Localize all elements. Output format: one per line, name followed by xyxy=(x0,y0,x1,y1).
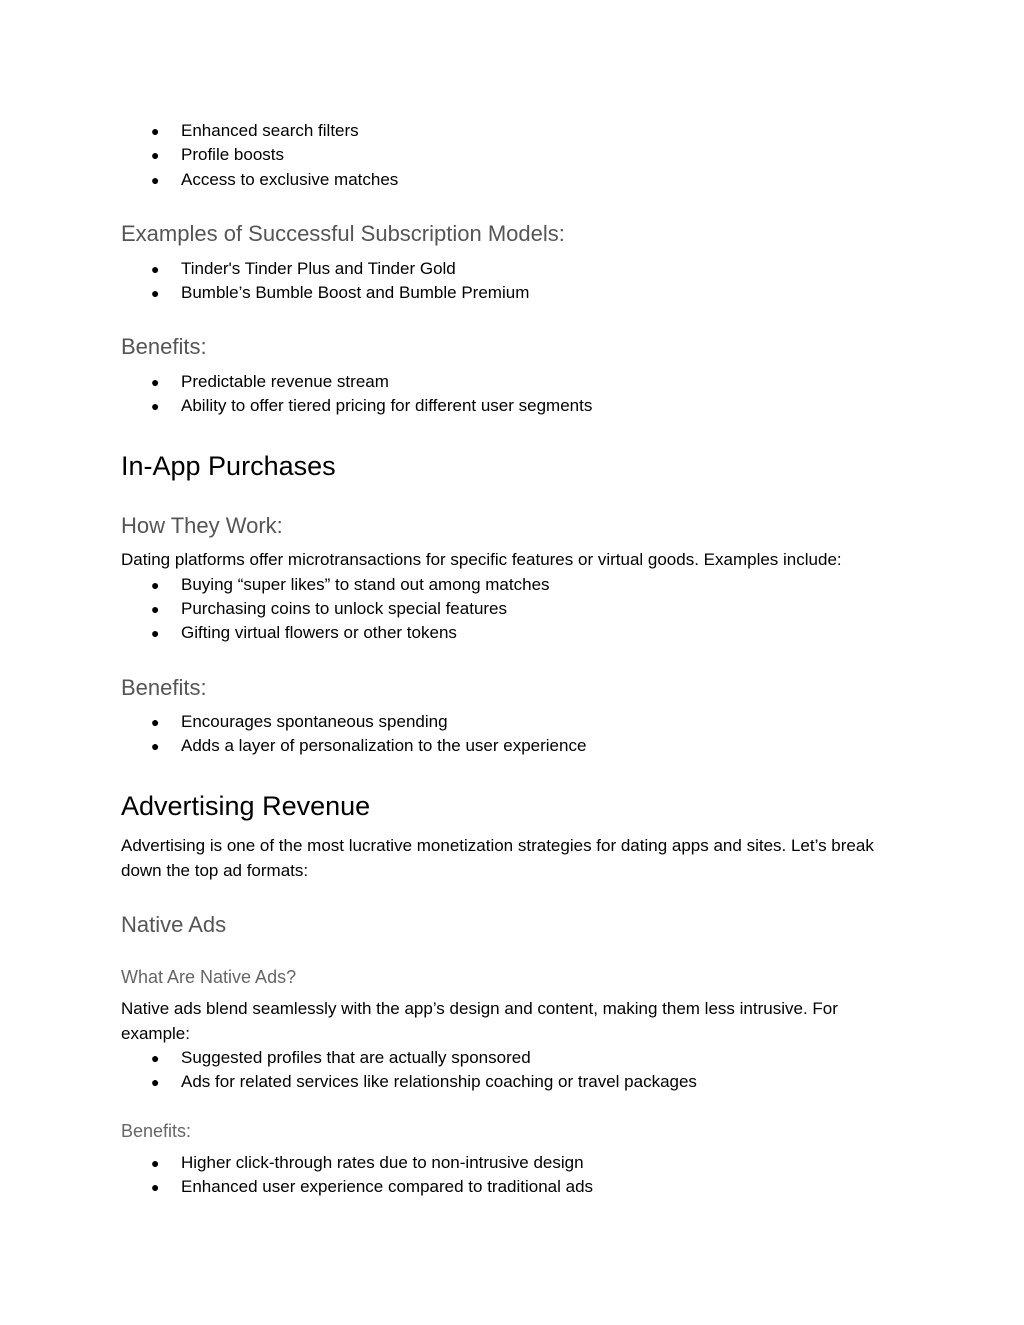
list-item: ● Gifting virtual flowers or other tokens xyxy=(181,622,457,644)
list-item: ● Ability to offer tiered pricing for different user segments xyxy=(181,395,592,417)
paragraph: Advertising is one of the most lucrative monetization strategies for dating apps and sites. Let’s break down the top ad formats: xyxy=(121,836,874,880)
native-ads-heading: Native Ads xyxy=(121,912,227,937)
list-item: ● Buying “super likes” to stand out among matches xyxy=(181,574,550,596)
list-item: ● Bumble’s Bumble Boost and Bumble Premium xyxy=(181,282,529,304)
paragraph: Native ads blend seamlessly with the app’s design and content, making them less intrusive. For example: xyxy=(121,999,838,1043)
list-item: ● Enhanced user experience compared to traditional ads xyxy=(181,1176,593,1198)
examples-heading: Examples of Successful Subscription Models: xyxy=(121,221,565,246)
list-item: ● Enhanced search filters xyxy=(181,120,359,142)
benefits-heading: Benefits: xyxy=(121,1121,192,1141)
list-item: ● Purchasing coins to unlock special features xyxy=(181,598,507,620)
how-they-work-heading: How They Work: xyxy=(121,513,283,538)
list-item: ● Adds a layer of personalization to the user experience xyxy=(181,735,586,757)
benefits-heading: Benefits: xyxy=(121,334,207,359)
list-item: ● Predictable revenue stream xyxy=(181,371,389,393)
list-item: ● Profile boosts xyxy=(181,144,284,166)
list-item: ● Higher click-through rates due to non-intrusive design xyxy=(181,1152,584,1174)
in-app-purchases-heading: In-App Purchases xyxy=(121,451,336,481)
list-item: ● Access to exclusive matches xyxy=(181,169,398,191)
benefits-heading: Benefits: xyxy=(121,675,207,700)
advertising-revenue-heading: Advertising Revenue xyxy=(121,791,371,821)
list-item: ● Ads for related services like relationship coaching or travel packages xyxy=(181,1071,697,1093)
list-item: ● Encourages spontaneous spending xyxy=(181,711,448,733)
list-item: ● Tinder's Tinder Plus and Tinder Gold xyxy=(181,258,456,280)
what-are-native-ads-heading: What Are Native Ads? xyxy=(121,967,297,987)
list-item: ● Suggested profiles that are actually sponsored xyxy=(181,1047,531,1069)
paragraph: Dating platforms offer microtransactions for specific features or virtual goods. Examples include: xyxy=(121,550,842,569)
